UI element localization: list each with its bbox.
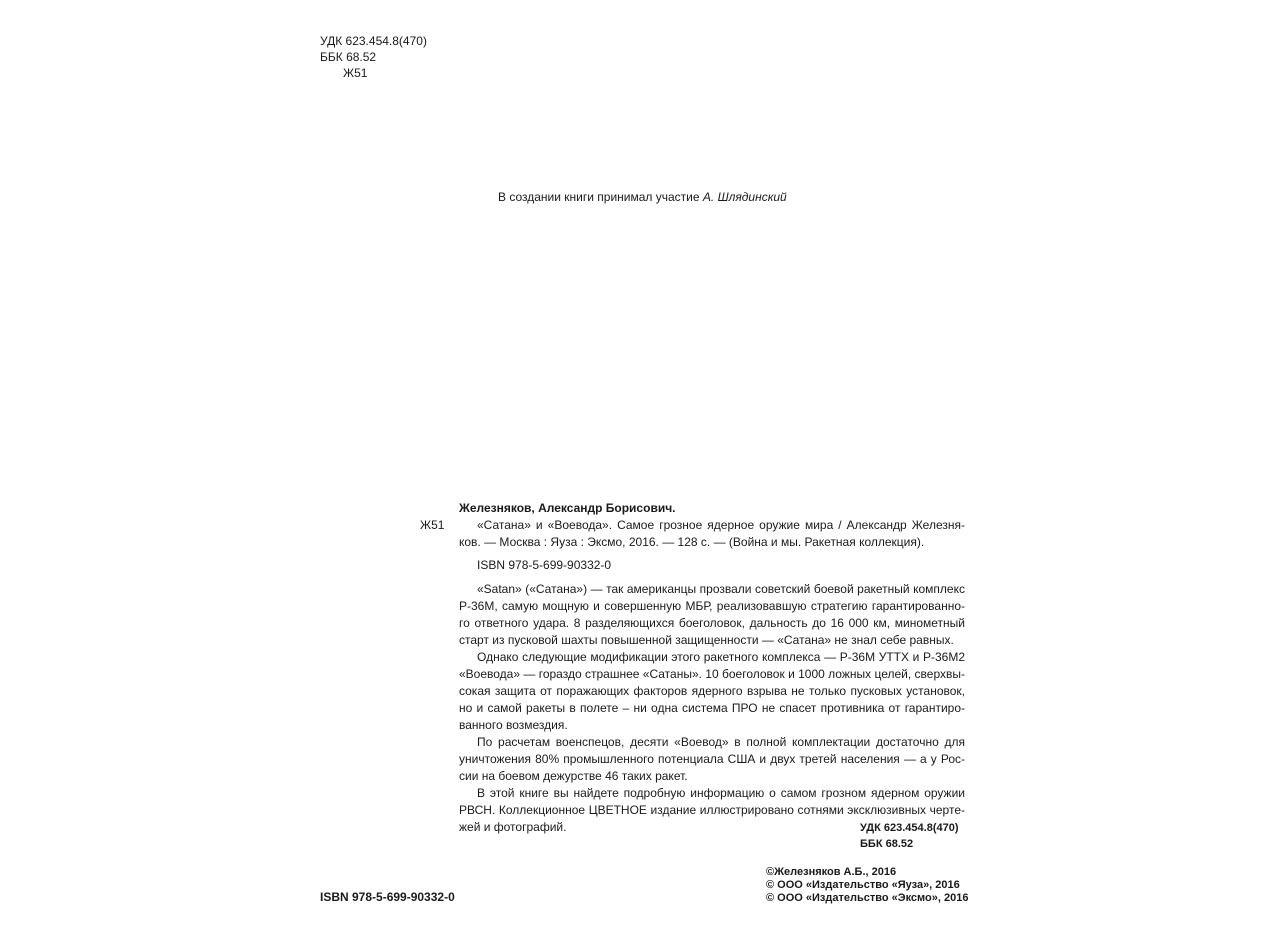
annotation-line: го ответного удара. 8 разделяющихся боеголовок, дальность до 16 000 км, минометный: [459, 616, 965, 630]
annotation-line: По расчетам военспецов, десяти «Воевод» в полной комплектации достаточно для: [477, 735, 965, 749]
footer-udk: УДК 623.454.8(470): [860, 822, 959, 834]
annotation-line: Однако следующие модификации этого ракетного комплекса — Р-36М УТТХ и Р-36М2: [477, 650, 965, 664]
catalog-author: Железняков, Александр Борисович.: [459, 501, 676, 515]
bib-line: ков. — Москва : Яуза : Эксмо, 2016. — 128 с. — (Война и мы. Ракетная коллекция).: [459, 535, 925, 549]
header-classification: [320, 33, 427, 81]
annotation-line: «Satan» («Сатана») — так американцы прозвали советский боевой ракетный комплекс: [477, 582, 965, 596]
copyright-block: [766, 866, 968, 905]
header-author-code: Ж51: [343, 66, 368, 80]
header-udk: УДК 623.454.8(470): [320, 34, 427, 48]
catalog-bibliographic-entry: [459, 517, 965, 551]
copyright-line: ©Железняков А.Б., 2016: [766, 866, 897, 878]
annotation-paragraph: [459, 734, 965, 785]
annotation-line: старт из пусковой шахты повышенной защищенности — «Сатана» не знал себе равных.: [459, 633, 954, 647]
footer-isbn: ISBN 978-5-699-90332-0: [320, 890, 455, 904]
participation-text: В создании книги принимал участие: [498, 190, 703, 204]
annotation-line: Р-36М, самую мощную и совершенную МБР, реализовавшую стратегию гарантированно-: [459, 599, 965, 613]
annotation-line: жей и фотографий.: [459, 820, 567, 834]
annotation-line: сии на боевом дежурстве 46 таких ракет.: [459, 769, 688, 783]
copyright-line: © ООО «Издательство «Эксмо», 2016: [766, 892, 969, 904]
annotation-line: РВСН. Коллекционное ЦВЕТНОЕ издание иллюстрировано сотнями эксклюзивных черте-: [459, 803, 965, 817]
participation-name: А. Шлядинский: [702, 190, 787, 204]
annotation-line: В этой книге вы найдете подробную информацию о самом грозном ядерном оружии: [477, 786, 965, 800]
catalog-card: [459, 500, 965, 836]
annotation-paragraph: [459, 581, 965, 649]
annotation-line: «Воевода» — гораздо страшнее «Сатаны». 10 боеголовок и 1000 ложных целей, сверхвы-: [459, 667, 965, 681]
catalog-annotation: [459, 581, 965, 836]
bib-line: «Сатана» и «Воевода». Самое грозное ядерное оружие мира / Александр Железня-: [477, 518, 965, 532]
footer-classification: [860, 820, 959, 852]
annotation-paragraph: [459, 649, 965, 734]
copyright-line: © ООО «Издательство «Яуза», 2016: [766, 879, 960, 891]
annotation-line: уничтожения 80% промышленного потенциала США и двух третей населения — а у Рос-: [459, 752, 965, 766]
annotation-line: но и самой ракеты в полете – ни одна система ПРО не спасет противника от гарантиро-: [459, 701, 965, 715]
catalog-isbn: ISBN 978-5-699-90332-0: [477, 558, 612, 572]
annotation-line: ванного возмездия.: [459, 718, 568, 732]
participation-note: [498, 190, 787, 204]
footer-bbk: ББК 68.52: [860, 838, 914, 850]
annotation-line: сокая защита от поражающих факторов ядерного взрыва не только пусковых установок,: [459, 684, 965, 698]
header-bbk: ББК 68.52: [320, 50, 377, 64]
catalog-author-code: Ж51: [420, 518, 445, 532]
